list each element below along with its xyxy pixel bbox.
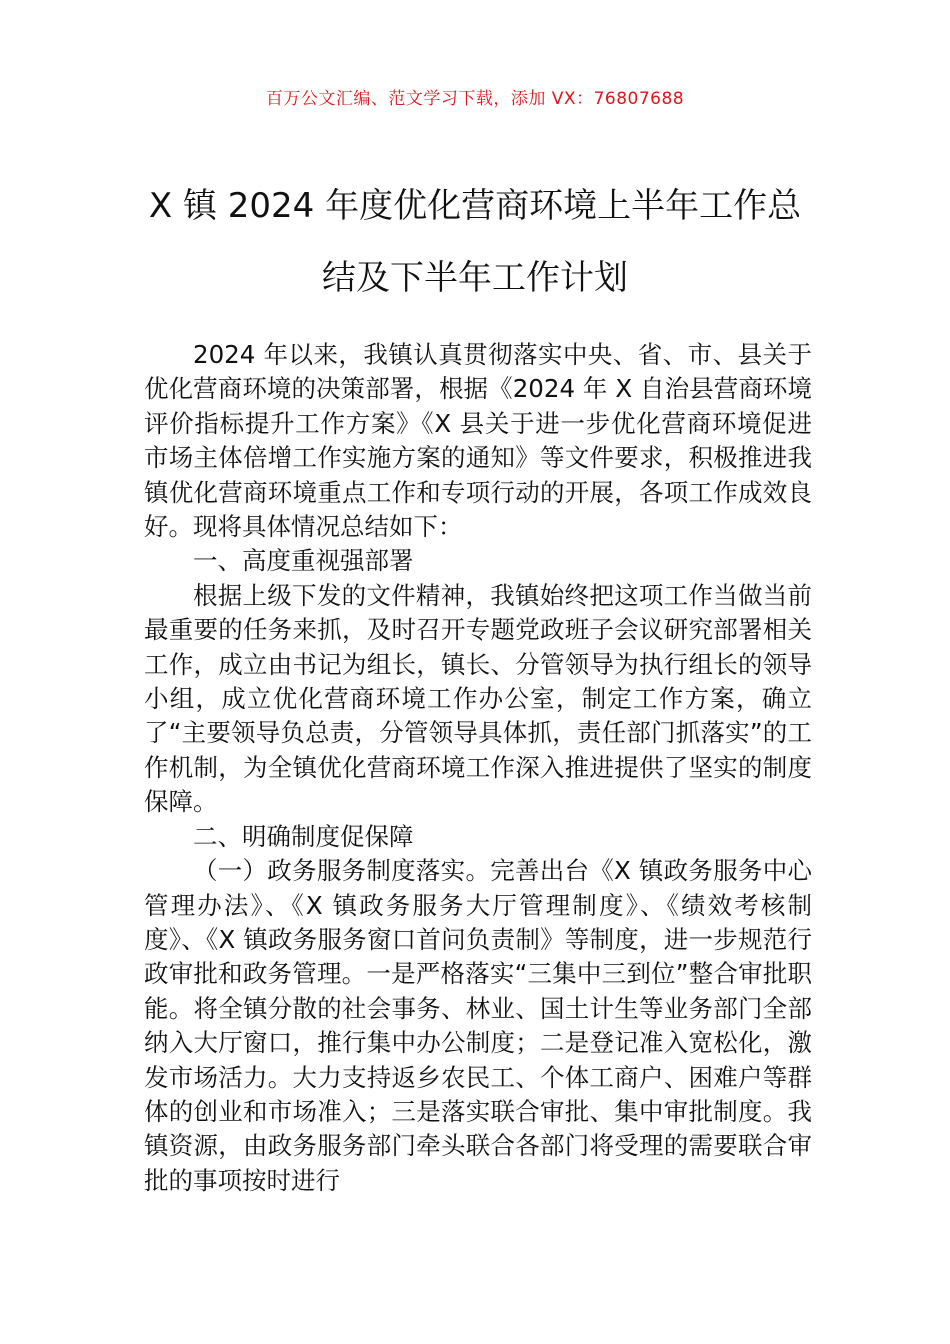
section-heading-1: 一、高度重视强部署 <box>193 546 414 576</box>
section-heading-2: 二、明确制度促保障 <box>193 821 414 851</box>
paragraph-intro: 2024 年以来，我镇认真贯彻落实中央、省、市、县关于优化营商环境的决策部署，根据《2024 年 X 自治县营商环境评价指标提升工作方案》《X 县关于进一步优化营商环境促进市场主体倍增工作实施方案的通知》等文件要求，积极推进我镇优化营商环境重点工作和专项行动的开展，各项工作成效良好。现将具体情况总结如下： <box>144 340 812 542</box>
document-body <box>144 338 812 1198</box>
title-line-2: 结及下半年工作计划 <box>322 258 628 298</box>
title-line-1: X 镇 2024 年度优化营商环境上半年工作总 <box>148 186 802 226</box>
document-title <box>120 170 830 314</box>
header-note: 百万公文汇编、范文学习下载，添加 VX：76807688 <box>265 89 685 109</box>
paragraph-section-1: 根据上级下发的文件精神，我镇始终把这项工作当做当前最重要的任务来抓，及时召开专题党政班子会议研究部署相关工作，成立由书记为组长，镇长、分管领导为执行组长的领导小组，成立优化营商环境工作办公室，制定工作方案，确立了“主要领导负总责，分管领导具体抓，责任部门抓落实”的工作机制，为全镇优化营商环境工作深入推进提供了坚实的制度保障。 <box>144 580 812 817</box>
paragraph-section-2-1: （一）政务服务制度落实。完善出台《X 镇政务服务中心管理办法》、《X 镇政务服务大厅管理制度》、《绩效考核制度》、《X 镇政务服务窗口首问负责制》等制度，进一步规范行政审批和政务管理。一是严格落实“三集中三到位”整合审批职能。将全镇分散的社会事务、林业、国土计生等业务部门全部纳入大厅窗口，推行集中办公制度；二是登记准入宽松化，激发市场活力。大力支持返乡农民工、个体工商户、困难户等群体的创业和市场准入；三是落实联合审批、集中审批制度。我镇资源，由政务服务部门牵头联合各部门将受理的需要联合审批的事项按时进行 <box>144 856 812 1195</box>
